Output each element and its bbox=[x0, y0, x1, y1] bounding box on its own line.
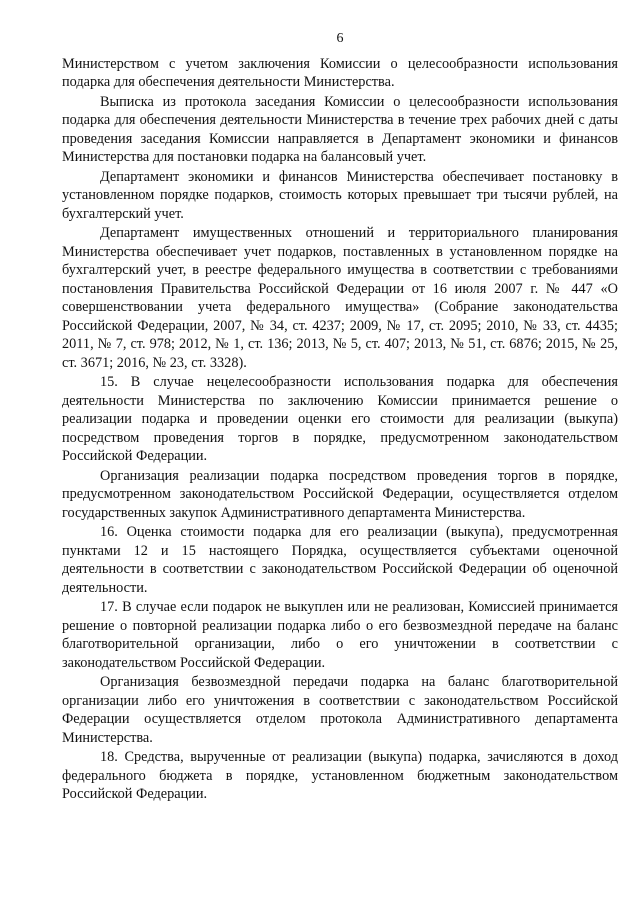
page-number: 6 bbox=[336, 31, 344, 46]
document-page bbox=[62, 30, 618, 805]
paragraph-item-18: 18. Средства, вырученные от реализации (выкупа) подарка, зачисляются в доход федерального бюджета в порядке, установленном бюджетным законодательством Российской Федерации. bbox=[62, 749, 618, 802]
paragraph-property-registry: Департамент имущественных отношений и территориального планирования Министерства обеспечивает учет подарков, поставленных в установленном порядке на бухгалтерский учет, в реестре федерального имущества в соответствии с требованиями постановления Правительства Российской Федерации от 16 июля 2007 г. № 447 «О совершенствовании учета федерального имущества» (Собрание законодательства Российской Федерации, 2007, № 34, ст. 4237; 2009, № 17, ст. 2095; 2010, № 33, ст. 4435; 2011, № 7, ст. 978; 2012, № 1, ст. 136; 2013, № 5, ст. 407; 2013, № 51, ст. 6876; 2015, № 25, ст. 3671; 2016, № 23, ст. 3328). bbox=[62, 225, 618, 371]
paragraph-accounting: Департамент экономики и финансов Министерства обеспечивает постановку в установленном порядке подарков, стоимость которых превышает три тысячи рублей, на бухгалтерский учет. bbox=[62, 168, 618, 222]
paragraph-item-17: 17. В случае если подарок не выкуплен или не реализован, Комиссией принимается решение о повторной реализации подарка либо о его безвозмездной передаче на баланс благотворительной организации, либо о его уничтожении в соответствии с законодательством Российской Федерации. bbox=[62, 599, 618, 671]
paragraph-extract-protocol: Выписка из протокола заседания Комиссии о целесообразности использования подарка для обеспечения деятельности Министерства в течение трех рабочих дней с даты проведения заседания Комиссии направляется в Департамент экономики и финансов Министерства для постановки подарка на балансовый учет. bbox=[62, 93, 618, 165]
paragraph-item-16: 16. Оценка стоимости подарка для его реализации (выкупа), предусмотренная пунктами 12 и 15 настоящего Порядка, осуществляется субъектами оценочной деятельности в соответствии с законодательством Российской Федерации об оценочной деятельности. bbox=[62, 524, 618, 596]
paragraph-charity-transfer: Организация безвозмездной передачи подарка на баланс благотворительной организации либо его уничтожения в соответствии с законодательством Российской Федерации осуществляется отделом протокола Административного департамента Министерства. bbox=[62, 674, 618, 746]
paragraph-item-15: 15. В случае нецелесообразности использования подарка для обеспечения деятельности Министерства по заключению Комиссии принимается решение о реализации подарка и проведении оценки его стоимости для реализации (выкупа) посредством проведения торгов в порядке, предусмотренном законодательством Российской Федерации. bbox=[62, 374, 618, 464]
paragraph-continuation: Министерством с учетом заключения Комиссии о целесообразности использования подарка для обеспечения деятельности Министерства. bbox=[62, 55, 618, 90]
paragraph-auction-organization: Организация реализации подарка посредством проведения торгов в порядке, предусмотренном законодательством Российской Федерации, осуществляется отделом государственных закупок Административного департамента Министерства. bbox=[62, 467, 618, 521]
